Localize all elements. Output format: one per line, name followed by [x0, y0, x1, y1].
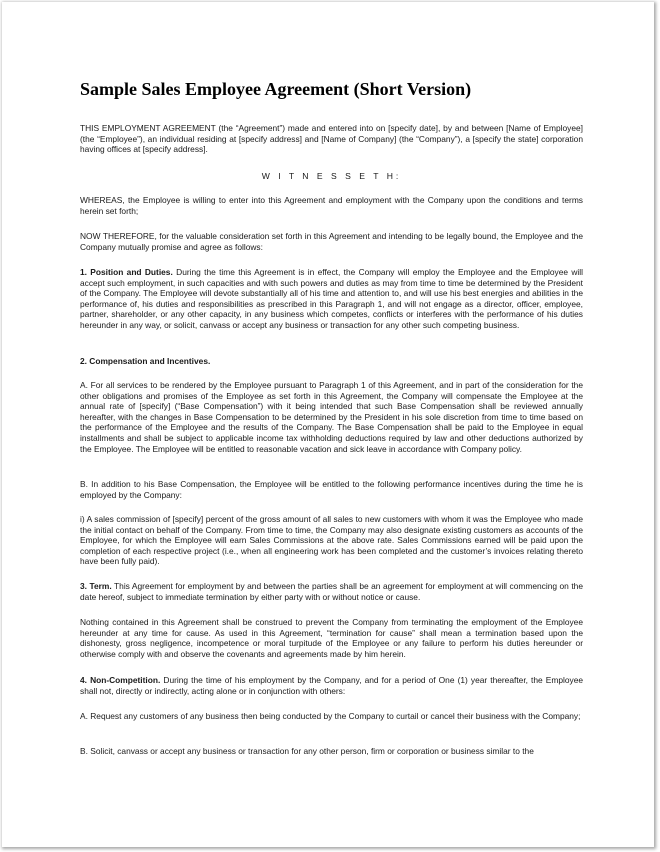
section-2-heading: 2. Compensation and Incentives.: [80, 356, 211, 366]
document-page: [2, 2, 654, 847]
section-1-heading: 1. Position and Duties.: [80, 267, 173, 277]
section-3-heading: 3. Term.: [80, 581, 112, 591]
section-4-heading: 4. Non-Competition.: [80, 675, 161, 685]
section-3-body: This Agreement for employment by and between the parties shall be an agreement for employment at will commencing on the date hereof, subject to immediate termination by either party with or without notice or cause.: [80, 581, 583, 602]
section-1-paragraph: [80, 267, 583, 331]
witnesseth-heading: W I T N E S S E T H:: [261, 171, 402, 181]
section-3-paragraph: [80, 581, 583, 602]
section-4-b-paragraph: B. Solicit, canvass or accept any business or transaction for any other person, firm or corporation or business similar to the: [80, 746, 534, 756]
whereas-paragraph: WHEREAS, the Employee is willing to enter into this Agreement and employment with the Company upon the conditions and terms herein set forth;: [80, 195, 583, 216]
document-title: Sample Sales Employee Agreement (Short Version): [80, 79, 472, 99]
section-2-a-paragraph: A. For all services to be rendered by the Employee pursuant to Paragraph 1 of this Agreement, and in part of the consideration for the other obligations and promises of the Employee as set forth in this Agreement, the Company will compensate the Employee at the annual rate of [specify] (“Base Compensation”) with it being intended that such Base Compensation shall be reviewed annually hereafter, with the changes in Base Compensation to be determined by the President in his sole discretion from time to time based on the performance of the Employee and the results of the Company. The Base Compensation shall be paid to the Employee in equal installments and shall be subject to applicable income tax withholding deductions required by law and other deductions authorized by the Employee. The Employee will be entitled to reasonable vacation and sick leave in accordance with Company policy.: [80, 380, 583, 454]
section-1-body: During the time this Agreement is in effect, the Company will employ the Employee and the Employee will accept such employment, in such capacities and with such powers and duties as may from time to time be determined by the President of the Company. The Employee will devote substantially all of his time and attention to, and will use his best energies and abilities in the performance of, his duties and responsibilities as prescribed in this Paragraph 1, and will not engage as a director, officer, employee, partner, shareholder, or any other capacity, in any business which competes, conflicts or interferes with the performance of his duties hereunder in any way, or solicit, canvass or accept any business or transaction for any other such competing business.: [80, 267, 584, 330]
now-therefore-paragraph: NOW THEREFORE, for the valuable consideration set forth in this Agreement and intending to be legally bound, the Employee and the Company mutually promise and agree as follows:: [80, 231, 583, 252]
intro-paragraph: THIS EMPLOYMENT AGREEMENT (the “Agreement”) made and entered into on [specify date], by and between [Name of Employee] (the “Employee”), an individual residing at [specify address] and [Name of Company] (the “Company”), a [specify the state] corporation having offices at [specify address].: [80, 123, 583, 155]
section-2-i-paragraph: i) A sales commission of [specify] percent of the gross amount of all sales to new customers with whom it was the Employee who made the initial contact on behalf of the Company. From time to time, the Company may also designate existing customers as accounts of the Employee, for which the Employee will earn Sales Commissions at the above rate. Sales Commissions earned will be paid upon the completion of each respective project (i.e., when all engineering work has been completed and the customer’s invoices relating thereto have been fully paid).: [80, 514, 583, 567]
section-4-a-paragraph: A. Request any customers of any business then being conducted by the Company to curtail or cancel their business with the Company;: [80, 711, 581, 721]
section-4-body: During the time of his employment by the Company, and for a period of One (1) year thereafter, the Employee shall not, directly or indirectly, acting alone or in conjunction with others:: [80, 675, 584, 696]
section-3-more-paragraph: Nothing contained in this Agreement shall be construed to prevent the Company from terminating the employment of the Employee hereunder at any time for cause. As used in this Agreement, “termination for cause” shall mean a termination based upon the dishonesty, gross negligence, incompetence or moral turpitude of the Employee or any failure to perform his duties hereunder or otherwise comply with and observe the covenants and agreements made by him herein.: [80, 617, 583, 659]
section-4-paragraph: [80, 675, 583, 696]
section-2-b-paragraph: B. In addition to his Base Compensation, the Employee will be entitled to the following performance incentives during the time he is employed by the Company:: [80, 479, 583, 500]
